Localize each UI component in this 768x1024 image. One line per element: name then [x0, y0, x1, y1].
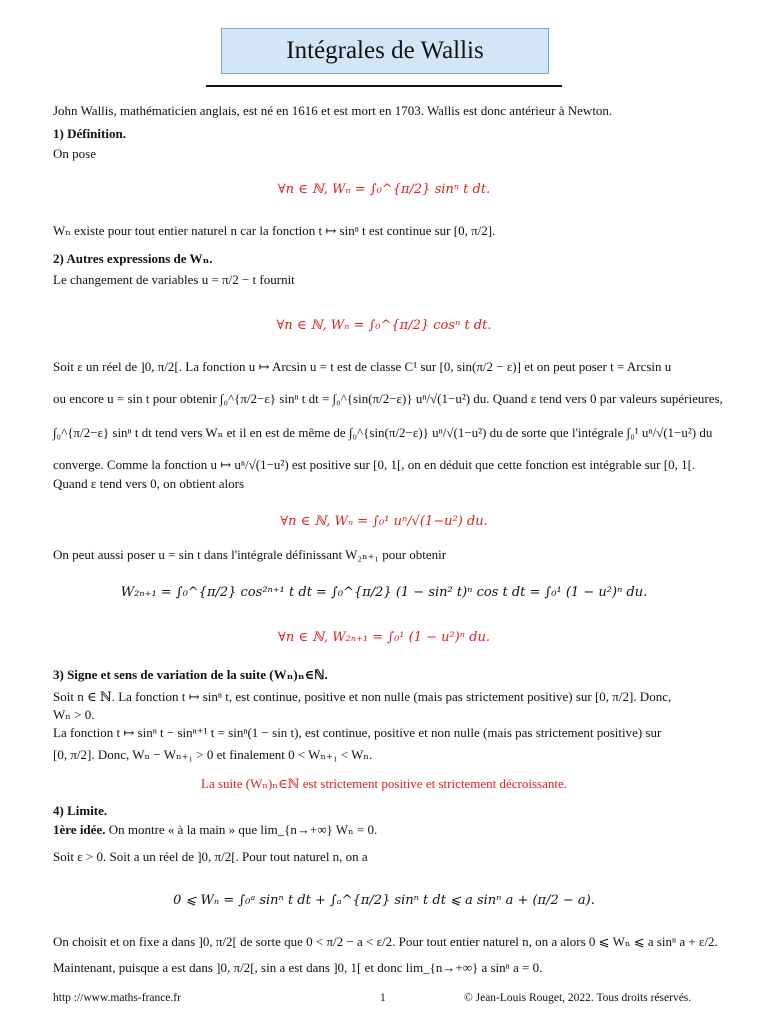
- section-4-line-a: Soit ε > 0. Soit a un réel de ]0, π/2[. Pour tout naturel n, on a: [53, 849, 368, 864]
- section-3-heading: 3) Signe et sens de variation de la suite (Wₙ)ₙ∈ℕ.: [53, 667, 328, 682]
- bound-formula: 0 ⩽ Wₙ = ∫₀ᵃ sinⁿ t dt + ∫ₐ^{π/2} sinⁿ t dt ⩽ a sinⁿ a + (π/2 − a).: [173, 893, 595, 908]
- cos-formula: ∀n ∈ ℕ, Wₙ = ∫₀^{π/2} cosⁿ t dt.: [276, 318, 492, 333]
- section-1-text: Wₙ existe pour tout entier naturel n car la fonction t ↦ sinⁿ t est continue sur [0, π/2].: [53, 223, 496, 238]
- section-3-line-d: [0, π/2]. Donc, Wₙ − Wₙ₊₁ > 0 et finalement 0 < Wₙ₊₁ < Wₙ.: [53, 747, 373, 762]
- section-2-heading: 2) Autres expressions de Wₙ.: [53, 251, 213, 266]
- section-3-conclusion: La suite (Wₙ)ₙ∈ℕ est strictement positive et strictement décroissante.: [201, 776, 567, 791]
- section-2-text-1: Le changement de variables u = π/2 − t fournit: [53, 272, 295, 287]
- w2n1-derivation: W₂ₙ₊₁ = ∫₀^{π/2} cos²ⁿ⁺¹ t dt = ∫₀^{π/2} (1 − sin² t)ⁿ cos t dt = ∫₀¹ (1 − u²)ⁿ du.: [120, 585, 648, 600]
- section-2-line-a: Soit ε un réel de ]0, π/2[. La fonction u ↦ Arcsin u = t est de classe C¹ sur [0, sin(π/2 − ε)] et on peut poser t = Arcsin u: [53, 359, 672, 374]
- section-2-line-f: On peut aussi poser u = sin t dans l'intégrale définissant W₂ₙ₊₁ pour obtenir: [53, 547, 447, 562]
- section-4-line-c: Maintenant, puisque a est dans ]0, π/2[, sin a est dans ]0, 1[ et donc lim_{n→+∞} a sinⁿ a = 0.: [53, 960, 543, 975]
- w2n1-formula: ∀n ∈ ℕ, W₂ₙ₊₁ = ∫₀¹ (1 − u²)ⁿ du.: [277, 630, 491, 645]
- footer-url[interactable]: http ://www.maths-france.fr: [53, 992, 181, 1004]
- section-2-line-e: Quand ε tend vers 0, on obtient alors: [53, 476, 245, 491]
- definition-formula: ∀n ∈ ℕ, Wₙ = ∫₀^{π/2} sinⁿ t dt.: [277, 182, 491, 197]
- idea-label: 1ère idée.: [53, 822, 106, 837]
- section-4-heading: 4) Limite.: [53, 803, 108, 818]
- section-3-line-b: Wₙ > 0.: [53, 707, 95, 722]
- section-4-idea: [53, 823, 377, 836]
- intro-text: John Wallis, mathématicien anglais, est né en 1616 et est mort en 1703. Wallis est donc antérieur à Newton.: [53, 103, 613, 118]
- section-1-heading: 1) Définition.: [53, 126, 126, 141]
- title-rule: [206, 85, 562, 87]
- page-title: Intégrales de Wallis: [286, 37, 484, 64]
- section-2-line-c: ∫₀^{π/2−ε} sinⁿ t dt tend vers Wₙ et il en est de même de ∫₀^{sin(π/2−ε)} uⁿ/√(1−u²) du de sorte que l'intégrale ∫₀¹ uⁿ/√(1−u²) du: [53, 425, 713, 440]
- section-2-line-d: converge. Comme la fonction u ↦ uⁿ/√(1−u²) est positive sur [0, 1[, on en déduit que cette fonction est intégrable sur [0, 1[.: [53, 457, 696, 472]
- section-4-line-b: On choisit et on fixe a dans ]0, π/2[ de sorte que 0 < π/2 − a < ε/2. Pour tout entier naturel n, on a alors 0 ⩽ Wₙ ⩽ a sinⁿ a + ε/2.: [53, 934, 718, 949]
- footer-page-number: 1: [380, 992, 386, 1004]
- section-3-line-a: Soit n ∈ ℕ. La fonction t ↦ sinⁿ t, est continue, positive et non nulle (mais pas strictement positive) sur [0, π/2]. Donc,: [53, 689, 672, 704]
- section-3-line-c: La fonction t ↦ sinⁿ t − sinⁿ⁺¹ t = sinⁿ(1 − sin t), est continue, positive et non nulle (mais pas strictement positive) sur: [53, 725, 662, 740]
- u-formula: ∀n ∈ ℕ, Wₙ = ∫₀¹ uⁿ/√(1−u²) du.: [280, 514, 488, 529]
- idea-text: On montre « à la main » que lim_{n→+∞} Wₙ = 0.: [108, 822, 378, 837]
- section-2-line-b: ou encore u = sin t pour obtenir ∫₀^{π/2−ε} sinⁿ t dt = ∫₀^{sin(π/2−ε)} uⁿ/√(1−u²) du. Quand ε tend vers 0 par valeurs supérieures,: [53, 391, 723, 406]
- section-1-onpose: On pose: [53, 146, 96, 161]
- footer-copyright: © Jean-Louis Rouget, 2022. Tous droits réservés.: [464, 992, 692, 1004]
